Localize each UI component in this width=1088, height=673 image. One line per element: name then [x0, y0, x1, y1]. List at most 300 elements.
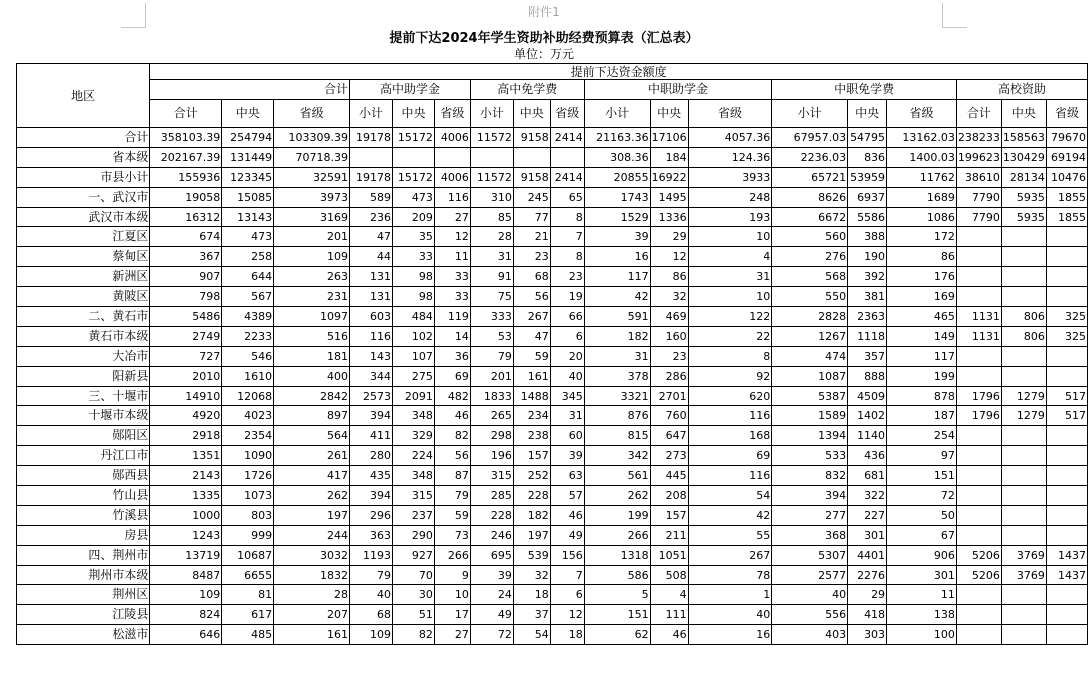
value-cell: 69: [688, 446, 772, 466]
value-cell: 201: [274, 227, 350, 247]
value-cell: 4057.36: [688, 128, 772, 148]
value-cell: 46: [550, 505, 584, 525]
value-cell: 209: [392, 207, 434, 227]
value-cell: 117: [887, 346, 957, 366]
value-cell: 56: [434, 446, 470, 466]
value-cell: 39: [470, 565, 513, 585]
region-cell: 一、武汉市: [17, 187, 150, 207]
value-cell: 19058: [150, 187, 222, 207]
value-cell: 21163.36: [584, 128, 650, 148]
value-cell: 394: [350, 406, 393, 426]
value-cell: 15085: [222, 187, 274, 207]
value-cell: 1726: [222, 466, 274, 486]
value-cell: 131: [350, 267, 393, 287]
value-cell: 3769: [1001, 545, 1046, 565]
region-cell: 四、荆州市: [17, 545, 150, 565]
value-cell: 252: [513, 466, 550, 486]
value-cell: 199: [584, 505, 650, 525]
value-cell: 39: [550, 446, 584, 466]
region-cell: 阳新县: [17, 366, 150, 386]
value-cell: 342: [584, 446, 650, 466]
value-cell: 3321: [584, 386, 650, 406]
value-cell: 4401: [848, 545, 887, 565]
value-cell: 1318: [584, 545, 650, 565]
value-cell: 727: [150, 346, 222, 366]
value-cell: 1090: [222, 446, 274, 466]
value-cell: 42: [584, 287, 650, 307]
table-row: [17, 326, 1088, 346]
value-cell: 111: [650, 605, 688, 625]
value-cell: 202167.39: [150, 147, 222, 167]
value-cell: 79: [470, 346, 513, 366]
value-cell: 2573: [350, 386, 393, 406]
value-cell: 228: [513, 486, 550, 506]
budget-table: [16, 63, 1088, 645]
region-cell: 武汉市本级: [17, 207, 150, 227]
value-cell: 348: [392, 406, 434, 426]
value-cell: [1001, 267, 1046, 287]
value-cell: 644: [222, 267, 274, 287]
value-cell: 1610: [222, 366, 274, 386]
value-cell: 999: [222, 525, 274, 545]
value-cell: [1046, 625, 1087, 645]
value-cell: [1001, 505, 1046, 525]
value-cell: 73: [434, 525, 470, 545]
value-cell: 11762: [887, 167, 957, 187]
value-cell: 116: [350, 326, 393, 346]
value-cell: [1046, 446, 1087, 466]
value-cell: 815: [584, 426, 650, 446]
value-cell: 9158: [513, 128, 550, 148]
value-cell: 1529: [584, 207, 650, 227]
value-cell: 33: [392, 247, 434, 267]
value-cell: 12: [434, 227, 470, 247]
value-cell: 78: [688, 565, 772, 585]
subheader-cell: 合计: [956, 100, 1001, 128]
value-cell: 168: [688, 426, 772, 446]
value-cell: 12: [650, 247, 688, 267]
value-cell: 244: [274, 525, 350, 545]
value-cell: 445: [650, 466, 688, 486]
value-cell: 158563: [1001, 128, 1046, 148]
value-cell: 280: [350, 446, 393, 466]
value-cell: 803: [222, 505, 274, 525]
value-cell: 647: [650, 426, 688, 446]
value-cell: 19178: [350, 128, 393, 148]
value-cell: 388: [848, 227, 887, 247]
value-cell: 49: [550, 525, 584, 545]
value-cell: 15172: [392, 167, 434, 187]
value-cell: 620: [688, 386, 772, 406]
value-cell: 2842: [274, 386, 350, 406]
value-cell: 47: [350, 227, 393, 247]
value-cell: 568: [772, 267, 848, 287]
subheader-cell: 省级: [688, 100, 772, 128]
value-cell: 8626: [772, 187, 848, 207]
table-row: [17, 625, 1088, 645]
region-cell: 丹江口市: [17, 446, 150, 466]
value-cell: 1131: [956, 326, 1001, 346]
value-cell: 2363: [848, 307, 887, 327]
value-cell: 16312: [150, 207, 222, 227]
value-cell: 143: [350, 346, 393, 366]
value-cell: 131449: [222, 147, 274, 167]
value-cell: 87: [434, 466, 470, 486]
value-cell: [956, 625, 1001, 645]
value-cell: 333: [470, 307, 513, 327]
value-cell: 1689: [887, 187, 957, 207]
subheader-cell: 中央: [650, 100, 688, 128]
value-cell: [1001, 247, 1046, 267]
value-cell: 277: [772, 505, 848, 525]
subheader-cell: 省级: [434, 100, 470, 128]
value-cell: 11: [887, 585, 957, 605]
value-cell: 193: [688, 207, 772, 227]
value-cell: 5: [584, 585, 650, 605]
value-cell: 1488: [513, 386, 550, 406]
value-cell: 10476: [1046, 167, 1087, 187]
value-cell: 265: [470, 406, 513, 426]
value-cell: 400: [274, 366, 350, 386]
value-cell: 2749: [150, 326, 222, 346]
value-cell: 266: [584, 525, 650, 545]
value-cell: 54: [688, 486, 772, 506]
value-cell: 367: [150, 247, 222, 267]
value-cell: 897: [274, 406, 350, 426]
value-cell: 59: [513, 346, 550, 366]
value-cell: 109: [350, 625, 393, 645]
value-cell: 310: [470, 187, 513, 207]
value-cell: 85: [470, 207, 513, 227]
value-cell: 308.36: [584, 147, 650, 167]
value-cell: 465: [887, 307, 957, 327]
value-cell: 325: [1046, 326, 1087, 346]
value-cell: 2577: [772, 565, 848, 585]
value-cell: 124.36: [688, 147, 772, 167]
value-cell: 49: [470, 605, 513, 625]
value-cell: [956, 505, 1001, 525]
value-cell: 69194: [1046, 147, 1087, 167]
value-cell: [1001, 466, 1046, 486]
region-cell: 荆州市本级: [17, 565, 150, 585]
value-cell: 9158: [513, 167, 550, 187]
table-row: [17, 446, 1088, 466]
value-cell: 674: [150, 227, 222, 247]
subheader-cell: 中央: [1001, 100, 1046, 128]
value-cell: 91: [470, 267, 513, 287]
value-cell: 1833: [470, 386, 513, 406]
value-cell: 53959: [848, 167, 887, 187]
value-cell: 4920: [150, 406, 222, 426]
value-cell: 236: [350, 207, 393, 227]
value-cell: 2701: [650, 386, 688, 406]
value-cell: 4: [650, 585, 688, 605]
value-cell: 38610: [956, 167, 1001, 187]
value-cell: 564: [274, 426, 350, 446]
value-cell: 12068: [222, 386, 274, 406]
value-cell: 1796: [956, 406, 1001, 426]
region-cell: 郧阳区: [17, 426, 150, 446]
subheader-cell: 省级: [1046, 100, 1087, 128]
value-cell: 19: [550, 287, 584, 307]
value-cell: 6937: [848, 187, 887, 207]
value-cell: 2143: [150, 466, 222, 486]
value-cell: 53: [470, 326, 513, 346]
value-cell: 224: [392, 446, 434, 466]
value-cell: 1279: [1001, 406, 1046, 426]
value-cell: 23: [650, 346, 688, 366]
value-cell: [1046, 247, 1087, 267]
value-cell: 16922: [650, 167, 688, 187]
value-cell: 1796: [956, 386, 1001, 406]
value-cell: 824: [150, 605, 222, 625]
value-cell: 363: [350, 525, 393, 545]
value-cell: 267: [513, 307, 550, 327]
value-cell: 1437: [1046, 565, 1087, 585]
value-cell: 296: [350, 505, 393, 525]
value-cell: 17106: [650, 128, 688, 148]
region-cell: 房县: [17, 525, 150, 545]
value-cell: 79: [434, 486, 470, 506]
value-cell: 5387: [772, 386, 848, 406]
value-cell: 303: [848, 625, 887, 645]
value-cell: 266: [434, 545, 470, 565]
value-cell: 42: [688, 505, 772, 525]
value-cell: 238233: [956, 128, 1001, 148]
region-cell: 十堰市本级: [17, 406, 150, 426]
value-cell: 227: [848, 505, 887, 525]
value-cell: 31: [584, 346, 650, 366]
value-cell: 197: [513, 525, 550, 545]
value-cell: 1097: [274, 307, 350, 327]
value-cell: 27: [434, 207, 470, 227]
value-cell: 1279: [1001, 386, 1046, 406]
value-cell: 1351: [150, 446, 222, 466]
value-cell: 46: [434, 406, 470, 426]
value-cell: 29: [650, 227, 688, 247]
category-header: 中职免学费: [772, 80, 957, 100]
value-cell: 6655: [222, 565, 274, 585]
value-cell: 381: [848, 287, 887, 307]
value-cell: 18: [550, 625, 584, 645]
value-cell: 44: [350, 247, 393, 267]
value-cell: 11572: [470, 167, 513, 187]
value-cell: 5935: [1001, 207, 1046, 227]
value-cell: 418: [848, 605, 887, 625]
value-cell: [1001, 525, 1046, 545]
value-cell: 1402: [848, 406, 887, 426]
value-cell: 695: [470, 545, 513, 565]
region-cell: 新洲区: [17, 267, 150, 287]
value-cell: 561: [584, 466, 650, 486]
table-row: [17, 287, 1088, 307]
table-row: [17, 565, 1088, 585]
value-cell: [392, 147, 434, 167]
value-cell: 201: [470, 366, 513, 386]
value-cell: 285: [470, 486, 513, 506]
value-cell: [956, 247, 1001, 267]
value-cell: 8: [550, 247, 584, 267]
category-header: 高中免学费: [470, 80, 584, 100]
value-cell: 35: [392, 227, 434, 247]
value-cell: 57: [550, 486, 584, 506]
value-cell: [956, 585, 1001, 605]
subheader-cell: 中央: [513, 100, 550, 128]
value-cell: 161: [513, 366, 550, 386]
value-cell: 1140: [848, 426, 887, 446]
table-row: [17, 545, 1088, 565]
value-cell: 14: [434, 326, 470, 346]
value-cell: 72: [470, 625, 513, 645]
value-cell: 262: [584, 486, 650, 506]
value-cell: [956, 466, 1001, 486]
value-cell: 54795: [848, 128, 887, 148]
value-cell: [1046, 605, 1087, 625]
region-cell: 黄石市本级: [17, 326, 150, 346]
value-cell: 169: [887, 287, 957, 307]
value-cell: 878: [887, 386, 957, 406]
subheader-cell: 省级: [887, 100, 957, 128]
region-cell: 市县小计: [17, 167, 150, 187]
value-cell: 31: [550, 406, 584, 426]
value-cell: [1001, 605, 1046, 625]
value-cell: 79: [350, 565, 393, 585]
value-cell: 237: [392, 505, 434, 525]
value-cell: 23: [513, 247, 550, 267]
value-cell: 11572: [470, 128, 513, 148]
category-header: 高校资助: [956, 80, 1087, 100]
value-cell: 254: [887, 426, 957, 446]
value-cell: 3169: [274, 207, 350, 227]
value-cell: 40: [772, 585, 848, 605]
value-cell: 123345: [222, 167, 274, 187]
value-cell: 86: [887, 247, 957, 267]
value-cell: [1001, 227, 1046, 247]
value-cell: 7790: [956, 187, 1001, 207]
value-cell: 358103.39: [150, 128, 222, 148]
region-cell: 二、黄石市: [17, 307, 150, 327]
value-cell: 876: [584, 406, 650, 426]
value-cell: 836: [848, 147, 887, 167]
value-cell: [1001, 287, 1046, 307]
region-cell: 竹溪县: [17, 505, 150, 525]
value-cell: 567: [222, 287, 274, 307]
value-cell: 28: [470, 227, 513, 247]
value-cell: 8: [688, 346, 772, 366]
value-cell: 72: [887, 486, 957, 506]
value-cell: 906: [887, 545, 957, 565]
value-cell: 315: [392, 486, 434, 506]
value-cell: 13162.03: [887, 128, 957, 148]
value-cell: [956, 426, 1001, 446]
value-cell: 98: [392, 267, 434, 287]
value-cell: 67: [887, 525, 957, 545]
value-cell: 81: [222, 585, 274, 605]
value-cell: 3032: [274, 545, 350, 565]
value-cell: 6: [550, 585, 584, 605]
value-cell: 927: [392, 545, 434, 565]
value-cell: 116: [688, 406, 772, 426]
table-row: [17, 525, 1088, 545]
value-cell: 482: [434, 386, 470, 406]
value-cell: 344: [350, 366, 393, 386]
value-cell: 79670: [1046, 128, 1087, 148]
value-cell: 5307: [772, 545, 848, 565]
region-cell: 松滋市: [17, 625, 150, 645]
value-cell: 2354: [222, 426, 274, 446]
value-cell: 246: [470, 525, 513, 545]
value-cell: 1495: [650, 187, 688, 207]
category-header: 合计: [150, 80, 350, 100]
table-row: [17, 128, 1088, 148]
value-cell: 28134: [1001, 167, 1046, 187]
value-cell: 1335: [150, 486, 222, 506]
value-cell: 4: [688, 247, 772, 267]
value-cell: 208: [650, 486, 688, 506]
value-cell: 10: [434, 585, 470, 605]
value-cell: 40: [550, 366, 584, 386]
value-cell: 22: [688, 326, 772, 346]
value-cell: 348: [392, 466, 434, 486]
value-cell: [470, 147, 513, 167]
value-cell: [434, 147, 470, 167]
value-cell: 5935: [1001, 187, 1046, 207]
value-cell: 550: [772, 287, 848, 307]
value-cell: 1: [688, 585, 772, 605]
value-cell: 1336: [650, 207, 688, 227]
value-cell: [1046, 585, 1087, 605]
value-cell: 6: [550, 326, 584, 346]
value-cell: 3769: [1001, 565, 1046, 585]
value-cell: 39: [584, 227, 650, 247]
value-cell: 176: [887, 267, 957, 287]
region-cell: 三、十堰市: [17, 386, 150, 406]
value-cell: 539: [513, 545, 550, 565]
subheader-cell: 小计: [584, 100, 650, 128]
value-cell: 646: [150, 625, 222, 645]
value-cell: [956, 525, 1001, 545]
value-cell: 13719: [150, 545, 222, 565]
value-cell: 473: [392, 187, 434, 207]
value-cell: 130429: [1001, 147, 1046, 167]
value-cell: 172: [887, 227, 957, 247]
value-cell: 197: [274, 505, 350, 525]
value-cell: 157: [650, 505, 688, 525]
region-header: 地区: [17, 64, 150, 128]
value-cell: 9: [434, 565, 470, 585]
value-cell: 3933: [688, 167, 772, 187]
value-cell: 13143: [222, 207, 274, 227]
value-cell: 10: [688, 287, 772, 307]
value-cell: 155936: [150, 167, 222, 187]
value-cell: 66: [550, 307, 584, 327]
value-cell: 24: [470, 585, 513, 605]
value-cell: 59: [434, 505, 470, 525]
region-cell: 合计: [17, 128, 150, 148]
value-cell: 47: [513, 326, 550, 346]
value-cell: 2918: [150, 426, 222, 446]
table-row: [17, 167, 1088, 187]
subheader-cell: 中央: [848, 100, 887, 128]
value-cell: 1394: [772, 426, 848, 446]
value-cell: 262: [274, 486, 350, 506]
value-cell: 207: [274, 605, 350, 625]
region-cell: 江陵县: [17, 605, 150, 625]
value-cell: 5586: [848, 207, 887, 227]
value-cell: 1086: [887, 207, 957, 227]
value-cell: 473: [222, 227, 274, 247]
value-cell: 1051: [650, 545, 688, 565]
